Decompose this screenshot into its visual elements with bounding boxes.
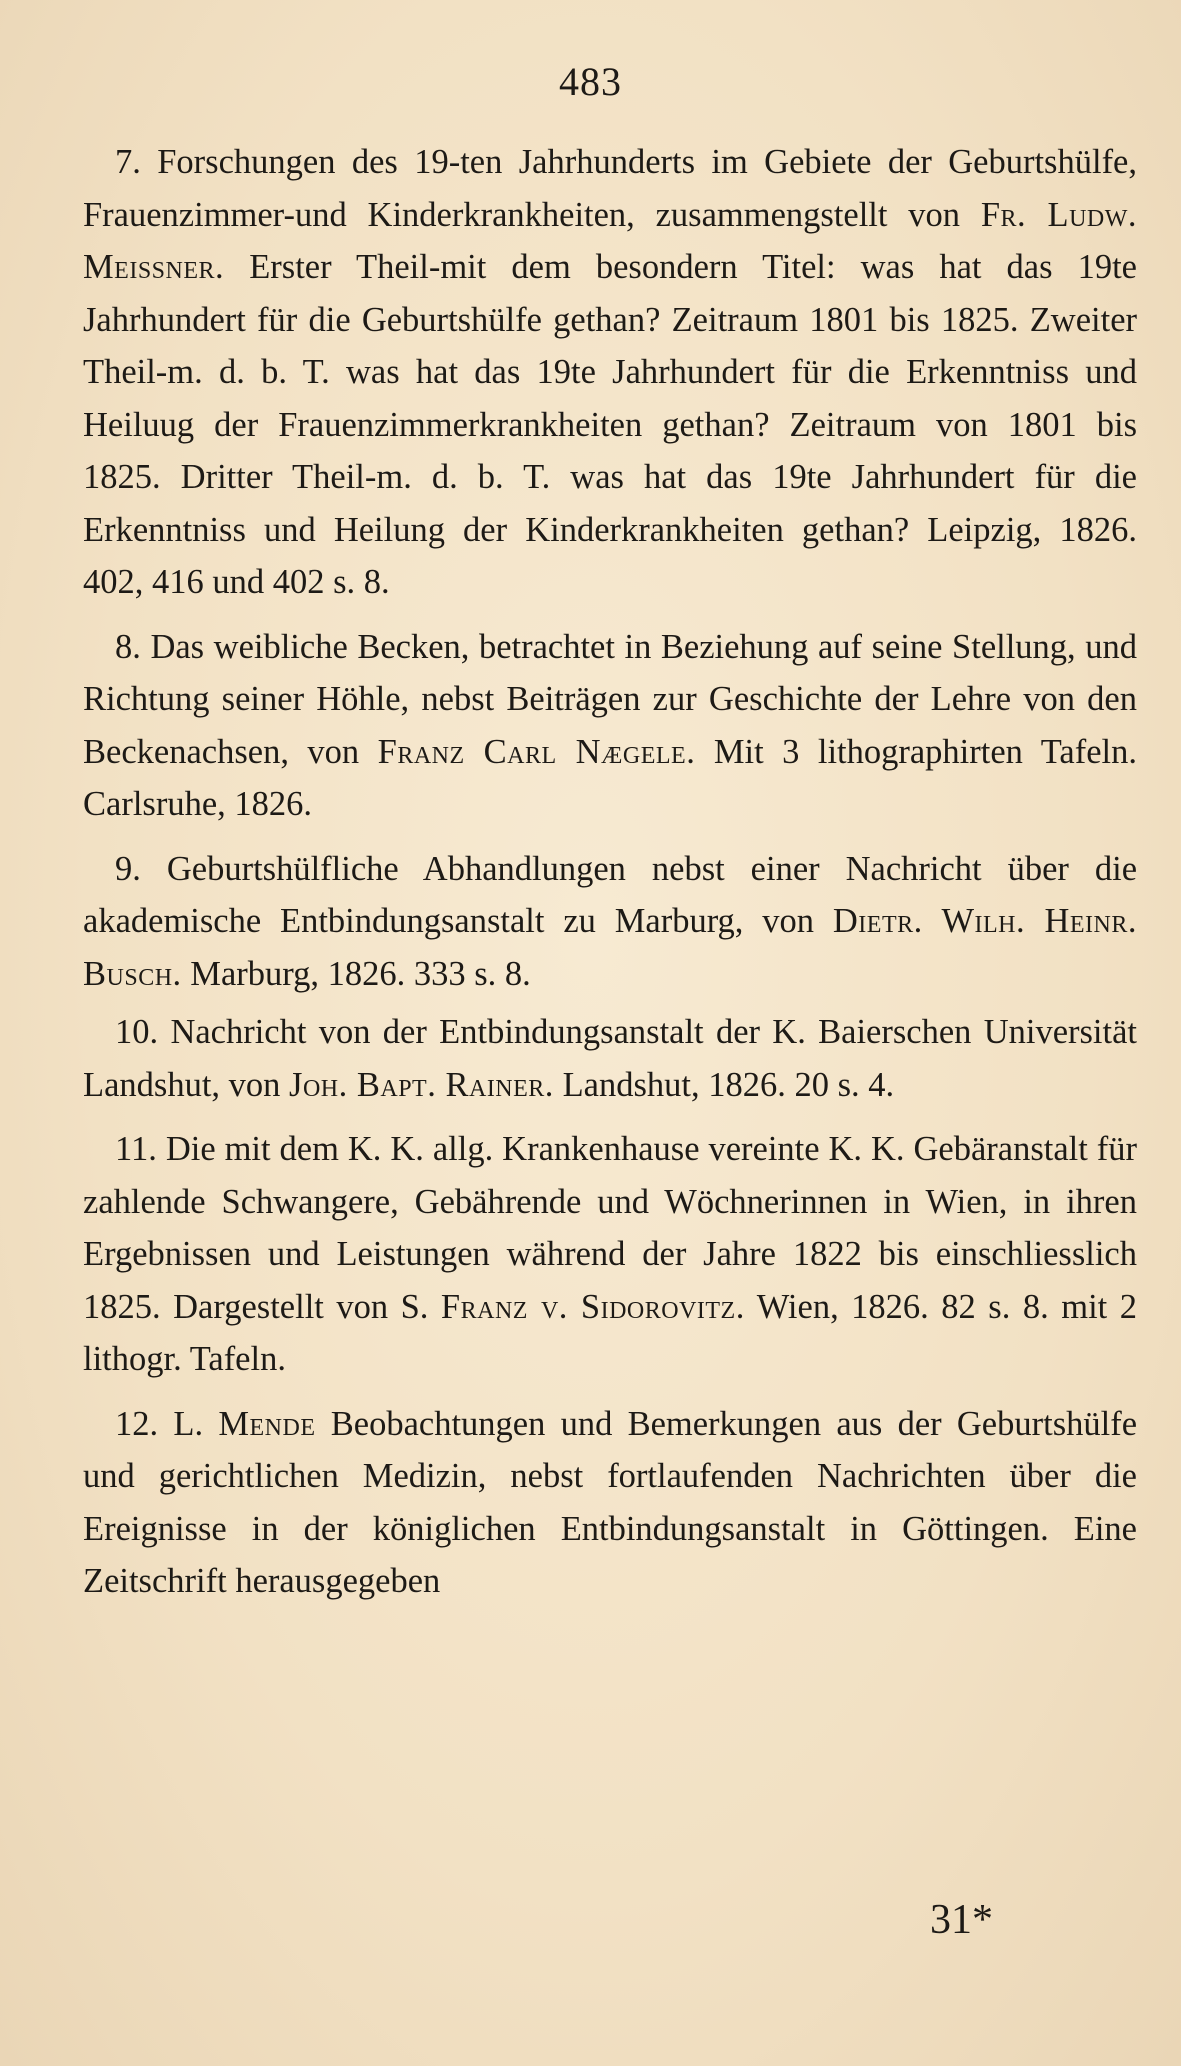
bibliography-entry-8: [83, 621, 1137, 831]
entry-number: 11.: [115, 1130, 157, 1168]
entry-author: Dietr. Wilh. Heinr. Busch.: [83, 902, 1137, 993]
entry-author: Fr. Ludw. Meissner.: [83, 195, 1138, 286]
bibliography-entry-7: [83, 136, 1137, 609]
entry-text: Das weibliche Becken, betrachtet in Beziehung auf seine Stellung, und Richtung seiner Höhle, nebst Beiträgen zur Geschichte der Lehre von den Beckenachsen, von: [83, 627, 1137, 771]
entry-number: 9.: [115, 849, 141, 888]
entry-text: Geburtshülfliche Abhandlungen nebst einer Nachricht über die akademische Entbindungsanstalt zu Marburg, von: [83, 849, 1138, 940]
bibliography-entry-10: [83, 1006, 1137, 1111]
entry-text: Marburg, 1826. 333 s. 8.: [190, 954, 531, 993]
entry-text: Wien, 1826. 82 s. 8. mit 2 lithogr. Tafeln.: [83, 1287, 1137, 1378]
bibliography-entry-11: [83, 1123, 1137, 1386]
entry-text: Landshut, 1826. 20 s. 4.: [562, 1065, 895, 1104]
signature-mark: 31*: [930, 1897, 993, 1943]
page-number: 483: [559, 59, 622, 104]
entry-author: Franz Carl Nægele.: [377, 732, 696, 771]
entry-author: Joh. Bapt. Rainer.: [289, 1065, 554, 1104]
entry-text: Nachricht von der Entbindungsanstalt der K. Baierschen Universität Landshut, von: [83, 1013, 1137, 1104]
bibliography-entry-9: [83, 843, 1137, 1001]
entry-author: Mende: [218, 1404, 316, 1443]
entry-author: Franz v. Sidorovitz.: [440, 1287, 745, 1326]
entry-text: Forschungen des 19-ten Jahrhunderts im Gebiete der Geburtshülfe, Frauenzimmer-und Kinderkrankheiten, zusammengstellt von: [83, 143, 1137, 234]
entry-number: 7.: [115, 143, 141, 181]
entry-text: Beobachtungen und Bemerkungen aus der Geburtshülfe und gerichtlichen Medizin, nebst fortlaufenden Nachrichten über die Ereignisse in der königlichen Entbindungsanstalt in Göttingen. Eine Zeitschrift herausgegeben: [83, 1404, 1138, 1600]
bibliography-entry-12: [83, 1398, 1137, 1608]
entry-text: L.: [173, 1404, 204, 1443]
bibliography-list: [83, 136, 1137, 1620]
entry-number: 10.: [115, 1013, 159, 1051]
entry-text: Mit 3 lithographirten Tafeln. Carlsruhe, 1826.: [83, 732, 1137, 823]
entry-text: Erster Theil-mit dem besondern Titel: was hat das 19te Jahrhundert für die Geburtshülfe gethan? Zeitraum 1801 bis 1825. Zweiter Theil-m. d. b. T. was hat das 19te Jahrhundert für die Erkenntniss und Heiluug der Frauenzimmerkrankheiten gethan? Zeitraum von 1801 bis 1825. Dritter Theil-m. d. b. T. was hat das 19te Jahrhundert für die Erkenntniss und Heilung der Kinderkrankheiten gethan? Leipzig, 1826. 402, 416 und 402 s. 8.: [83, 248, 1137, 601]
entry-number: 8.: [115, 627, 141, 666]
entry-number: 12.: [115, 1404, 159, 1443]
entry-text: Die mit dem K. K. allg. Krankenhause vereinte K. K. Gebäranstalt für zahlende Schwangere, Gebährende und Wöchnerinnen in Wien, in ihren Ergebnissen und Leistungen während der Jahre 1822 bis einschliesslich 1825. Dargestellt von S.: [83, 1130, 1137, 1326]
